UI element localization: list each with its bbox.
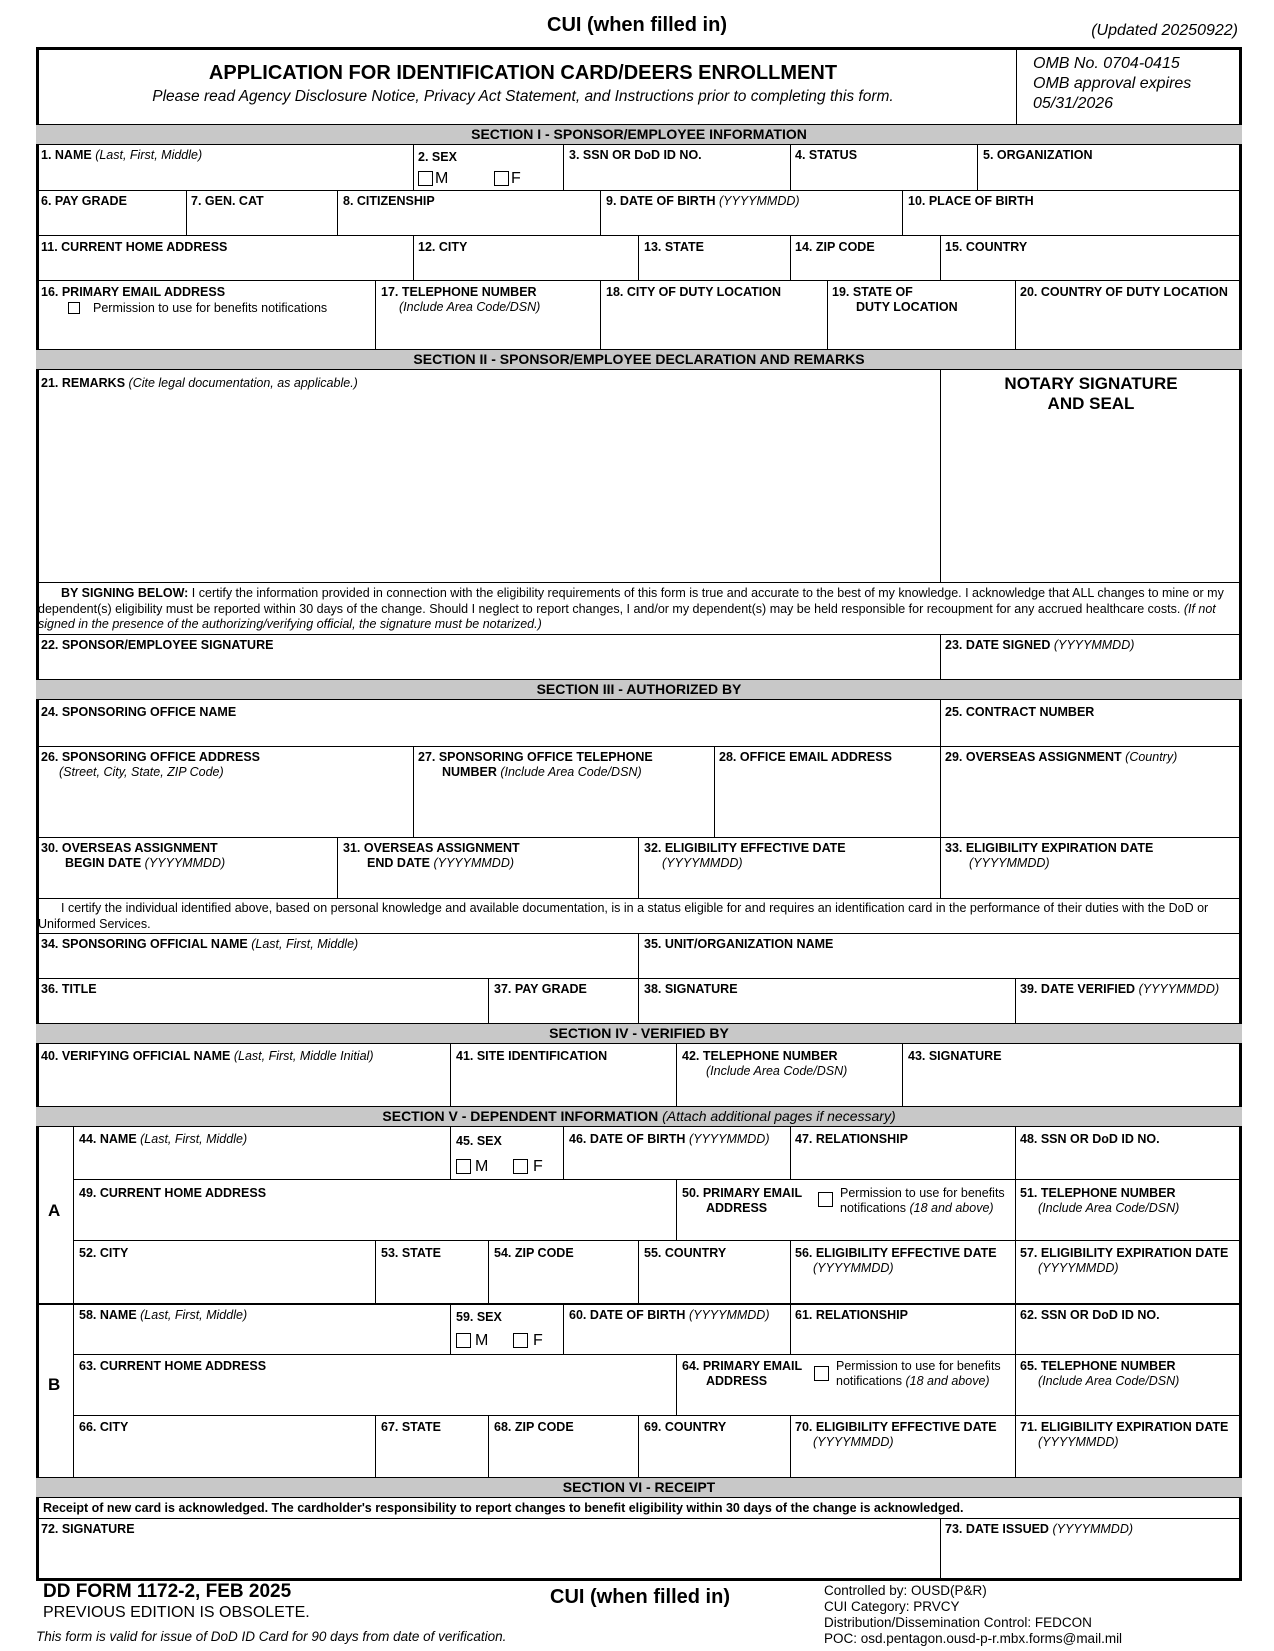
omb-number: OMB No. 0704-0415 [1033, 55, 1180, 72]
field-4-status: 4. STATUS [795, 148, 858, 162]
field-2-sex: 2. SEX [418, 150, 457, 164]
field-19-duty-state: 19. STATE OF DUTY LOCATION [832, 285, 958, 314]
field-32-eligibility-effective: 32. ELIGIBILITY EFFECTIVE DATE (YYYYMMDD) [644, 841, 846, 870]
field-17-telephone: 17. TELEPHONE NUMBER (Include Area Code/DSN) [381, 285, 541, 314]
field-37-pay-grade: 37. PAY GRADE [494, 982, 587, 996]
field-39-date-verified: 39. DATE VERIFIED (YYYYMMDD) [1020, 982, 1220, 996]
field-73-date-issued: 73. DATE ISSUED (YYYYMMDD) [945, 1522, 1134, 1536]
sex-m-label: M [435, 170, 449, 187]
dep-a-sex-f-checkbox[interactable] [513, 1159, 528, 1174]
dependent-a-letter: A [48, 1201, 61, 1220]
notary-seal-title: AND SEAL [1047, 394, 1135, 413]
field-38-signature: 38. SIGNATURE [644, 982, 738, 996]
dep-b-city: 66. CITY [79, 1420, 129, 1434]
field-5-organization: 5. ORGANIZATION [983, 148, 1093, 162]
sponsor-certification: BY SIGNING BELOW: I certify the information provided in connection with the eligibility requirements of this form is true and accurate to the best of my knowledge. I acknowledge that ALL changes to mine or my dependent(s) eligibility must be reported within 30 days of the change. Should I neglect to report changes, I and/or my dependent(s) may be held responsible for recoupment for any accrued healthcare costs. (If not signed in the presence of the authorizing/verifying official, the signature must be notarized.) [38, 586, 1224, 631]
dep-b-address: 63. CURRENT HOME ADDRESS [79, 1359, 267, 1373]
field-72-signature: 72. SIGNATURE [41, 1522, 135, 1536]
dep-b-sex-m-checkbox[interactable] [456, 1333, 471, 1348]
official-certification: I certify the individual identified above, based on personal knowledge and available documentation, is in a status eligible for and requires an identification card in the performance of their duties with the DoD or Uniformed Services. [38, 901, 1209, 931]
section-2-header: SECTION II - SPONSOR/EMPLOYEE DECLARATION AND REMARKS [36, 349, 1242, 370]
dep-a-sex-m-checkbox[interactable] [456, 1159, 471, 1174]
dep-b-effective: 70. ELIGIBILITY EFFECTIVE DATE (YYYYMMDD) [795, 1420, 997, 1449]
dep-a-expiration: 57. ELIGIBILITY EXPIRATION DATE (YYYYMMDD) [1020, 1246, 1229, 1275]
field-10-place-of-birth: 10. PLACE OF BIRTH [908, 194, 1034, 208]
section-3-header: SECTION III - AUTHORIZED BY [36, 679, 1242, 700]
obsolete-notice: PREVIOUS EDITION IS OBSOLETE. [43, 1604, 310, 1621]
field-33-eligibility-expiration: 33. ELIGIBILITY EXPIRATION DATE (YYYYMMDD) [945, 841, 1154, 870]
field-12-city: 12. CITY [418, 240, 468, 254]
field-22-sponsor-signature: 22. SPONSOR/EMPLOYEE SIGNATURE [41, 638, 274, 652]
field-1-name: 1. NAME (Last, First, Middle) [41, 148, 203, 162]
sponsor-sex-m-checkbox[interactable] [418, 171, 433, 186]
field-34-official-name: 34. SPONSORING OFFICIAL NAME (Last, First, Middle) [41, 937, 359, 951]
sex-f-label: F [511, 170, 521, 187]
dep-b-ssn: 62. SSN OR DoD ID NO. [1020, 1308, 1160, 1322]
control-block [824, 1583, 1122, 1647]
dep-b-dob: 60. DATE OF BIRTH (YYYYMMDD) [569, 1308, 770, 1322]
field-7-gen-cat: 7. GEN. CAT [191, 194, 264, 208]
controlled-by: Controlled by: OUSD(P&R) [824, 1583, 987, 1598]
dependent-b-letter: B [48, 1375, 61, 1394]
validity-notice: This form is valid for issue of DoD ID Card for 90 days from date of verification. [36, 1629, 507, 1644]
field-15-country: 15. COUNTRY [945, 240, 1028, 254]
dep-a-email: 50. PRIMARY EMAIL ADDRESS [682, 1186, 803, 1215]
dep-a-effective: 56. ELIGIBILITY EFFECTIVE DATE (YYYYMMDD) [795, 1246, 997, 1275]
dep-b-expiration: 71. ELIGIBILITY EXPIRATION DATE (YYYYMMDD) [1020, 1420, 1229, 1449]
dep-a-permission-label: Permission to use for benefits notifications (18 and above) [840, 1186, 1005, 1215]
form-identifier: DD FORM 1172-2, FEB 2025 [43, 1581, 292, 1602]
field-31-overseas-end: 31. OVERSEAS ASSIGNMENT END DATE (YYYYMMDD) [343, 841, 520, 870]
notary-signature-title: NOTARY SIGNATURE [1004, 374, 1178, 393]
dep-b-sex: 59. SEX [456, 1310, 502, 1324]
dep-b-telephone: 65. TELEPHONE NUMBER (Include Area Code/DSN) [1020, 1359, 1180, 1388]
cui-marking-bottom: CUI (when filled in) [550, 1586, 730, 1608]
dep-a-address: 49. CURRENT HOME ADDRESS [79, 1186, 267, 1200]
form-title: APPLICATION FOR IDENTIFICATION CARD/DEERS ENROLLMENT [208, 62, 838, 84]
receipt-statement: Receipt of new card is acknowledged. The cardholder's responsibility to report changes to benefit eligibility within 30 days of the change is acknowledged. [43, 1501, 964, 1515]
dep-a-ssn: 48. SSN OR DoD ID NO. [1020, 1132, 1160, 1146]
field-8-citizenship: 8. CITIZENSHIP [343, 194, 435, 208]
field-18-duty-city: 18. CITY OF DUTY LOCATION [606, 285, 782, 299]
dep-b-permission-label: Permission to use for benefits notifications (18 and above) [836, 1359, 1001, 1388]
field-6-pay-grade: 6. PAY GRADE [41, 194, 127, 208]
field-24-office-name: 24. SPONSORING OFFICE NAME [41, 705, 237, 719]
dep-b-sex-m-label: M [475, 1332, 489, 1349]
field-25-contract-number: 25. CONTRACT NUMBER [945, 705, 1095, 719]
dep-a-sex-f-label: F [533, 1158, 543, 1175]
dep-a-email-permission-checkbox[interactable] [818, 1192, 833, 1207]
updated-date: (Updated 20250922) [1091, 22, 1238, 39]
omb-expires: OMB approval expires [1033, 75, 1192, 92]
field-28-office-email: 28. OFFICE EMAIL ADDRESS [719, 750, 892, 764]
field-16-email: 16. PRIMARY EMAIL ADDRESS [41, 285, 226, 299]
cui-category: CUI Category: PRVCY [824, 1599, 960, 1614]
form-subtitle: Please read Agency Disclosure Notice, Privacy Act Statement, and Instructions prior to completing this form. [152, 88, 894, 105]
field-36-title: 36. TITLE [41, 982, 97, 996]
dep-b-state: 67. STATE [381, 1420, 441, 1434]
dep-b-zip: 68. ZIP CODE [494, 1420, 574, 1434]
field-23-date-signed: 23. DATE SIGNED (YYYYMMDD) [945, 638, 1135, 652]
field-41-site-id: 41. SITE IDENTIFICATION [456, 1049, 608, 1063]
field-9-dob: 9. DATE OF BIRTH (YYYYMMDD) [606, 194, 800, 208]
dep-b-sex-f-label: F [533, 1332, 543, 1349]
dep-b-email-permission-checkbox[interactable] [814, 1366, 829, 1381]
sponsor-email-permission-checkbox[interactable] [68, 302, 80, 314]
form-frame [36, 47, 1242, 1581]
field-11-home-address: 11. CURRENT HOME ADDRESS [41, 240, 228, 254]
email-permission-label: Permission to use for benefits notifications [93, 301, 328, 315]
field-20-duty-country: 20. COUNTRY OF DUTY LOCATION [1020, 285, 1228, 299]
field-29-overseas-country: 29. OVERSEAS ASSIGNMENT (Country) [945, 750, 1178, 764]
dep-a-country: 55. COUNTRY [644, 1246, 727, 1260]
section-5-header: SECTION V - DEPENDENT INFORMATION (Attach additional pages if necessary) [36, 1106, 1242, 1127]
dep-a-sex-m-label: M [475, 1158, 489, 1175]
dep-a-name: 44. NAME (Last, First, Middle) [79, 1132, 248, 1146]
section-6-header: SECTION VI - RECEIPT [36, 1477, 1242, 1498]
dep-b-name: 58. NAME (Last, First, Middle) [79, 1308, 248, 1322]
dep-a-zip: 54. ZIP CODE [494, 1246, 574, 1260]
field-35-unit-name: 35. UNIT/ORGANIZATION NAME [644, 937, 834, 951]
sponsor-sex-f-checkbox[interactable] [494, 171, 509, 186]
field-30-overseas-begin: 30. OVERSEAS ASSIGNMENT BEGIN DATE (YYYYMMDD) [41, 841, 226, 870]
dep-a-dob: 46. DATE OF BIRTH (YYYYMMDD) [569, 1132, 770, 1146]
cui-marking-top: CUI (when filled in) [547, 14, 727, 36]
dep-a-telephone: 51. TELEPHONE NUMBER (Include Area Code/DSN) [1020, 1186, 1180, 1215]
omb-date: 05/31/2026 [1033, 95, 1114, 112]
field-13-state: 13. STATE [644, 240, 704, 254]
field-27-office-telephone: 27. SPONSORING OFFICE TELEPHONE NUMBER (Include Area Code/DSN) [418, 750, 653, 779]
field-26-office-address: 26. SPONSORING OFFICE ADDRESS (Street, City, State, ZIP Code) [41, 750, 261, 779]
dep-b-country: 69. COUNTRY [644, 1420, 727, 1434]
section-1-header: SECTION I - SPONSOR/EMPLOYEE INFORMATION [36, 124, 1242, 145]
dep-b-email: 64. PRIMARY EMAIL ADDRESS [682, 1359, 803, 1388]
field-42-telephone: 42. TELEPHONE NUMBER (Include Area Code/DSN) [682, 1049, 848, 1078]
field-21-remarks: 21. REMARKS (Cite legal documentation, as applicable.) [41, 376, 358, 390]
dep-a-relationship: 47. RELATIONSHIP [795, 1132, 908, 1146]
dep-a-state: 53. STATE [381, 1246, 441, 1260]
field-40-verifying-name: 40. VERIFYING OFFICIAL NAME (Last, First, Middle Initial) [41, 1049, 374, 1063]
field-43-signature: 43. SIGNATURE [908, 1049, 1002, 1063]
field-3-ssn: 3. SSN OR DoD ID NO. [569, 148, 702, 162]
dep-a-sex: 45. SEX [456, 1134, 502, 1148]
dep-a-city: 52. CITY [79, 1246, 129, 1260]
dep-b-sex-f-checkbox[interactable] [513, 1333, 528, 1348]
section-4-header: SECTION IV - VERIFIED BY [36, 1023, 1242, 1044]
poc-email: POC: osd.pentagon.ousd-p-r.mbx.forms@mail.mil [824, 1631, 1123, 1646]
field-14-zip: 14. ZIP CODE [795, 240, 875, 254]
dissemination-control: Distribution/Dissemination Control: FEDCON [824, 1615, 1092, 1630]
dep-b-relationship: 61. RELATIONSHIP [795, 1308, 908, 1322]
